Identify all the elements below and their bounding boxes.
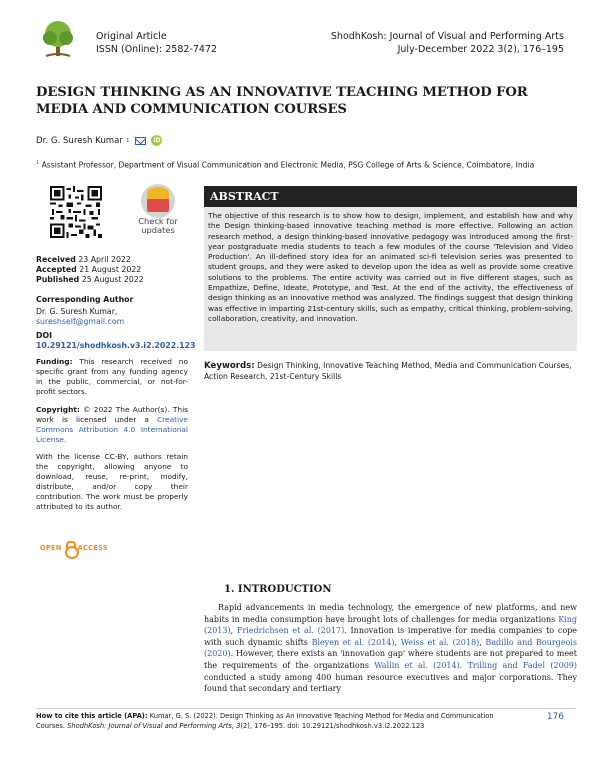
check-for-updates-badge[interactable] [130,184,186,242]
journal-logo [36,18,80,62]
accepted-date: 21 August 2022 [79,265,142,274]
citation-bleyen[interactable]: Bleyen et al. (2014) [311,637,395,647]
intro-text-2: . Innovation is imperative for media companies to cope with such dynamic shifts [204,626,577,647]
copyright-label: Copyright: [36,405,80,414]
intro-text-3: . However, there exists an 'innovation gap' where students are not prepared to meet the requirements of the organizations [204,649,577,670]
abstract-heading: ABSTRACT [204,186,577,207]
received-date: 23 April 2022 [78,255,131,264]
citation-footer [36,712,506,731]
footer-text-2: (2), 176–195. doi: 10.29121/shodhkosh.v3.i2.2022.123 [240,721,425,730]
open-lock-icon [64,541,76,555]
citation-friedrichsen[interactable]: Friedrichsen et al. (2017) [236,626,345,636]
footer-text-1: Kumar, G. S. (2022). Design Thinking as An Innovative Teaching Method for Media and Communication Courses. [36,712,494,730]
funding-label: Funding: [36,357,73,366]
funding-text: This research received no specific grant from any funding agency in the public, commercial, or not-for-profit sectors. [36,357,188,396]
affiliation-sup: 1 [36,160,40,166]
footer-divider [36,708,576,709]
open-access-logo [40,541,108,555]
orcid-icon[interactable]: iD [153,137,161,144]
keywords-label: Keywords: [204,361,255,371]
license-link[interactable]: Creative Commons Attribution 4.0 International License. [36,415,188,444]
author-sup: 1 [125,137,130,144]
footer-journal: ShodhKosh: Journal of Visual and Performing Arts, 3 [67,721,241,730]
article-type: Original Article [96,31,167,42]
issn: ISSN (Online): 2582-7472 [96,43,218,55]
copyright-text: © 2022 The Author(s). This work is licensed under a [36,405,188,424]
citation-trilling[interactable]: Trilling and Fadel (2009) [467,660,577,670]
badge-line2: updates [141,225,175,235]
affiliation [36,158,581,171]
email-icon[interactable] [135,137,146,145]
received-label: Received [36,255,76,264]
accepted-row [36,265,196,275]
intro-text-4: conducted a study among 400 human resource executives and major corporations. They found that secondary and tertiary [204,672,577,694]
doi-link[interactable]: 10.29121/shodhkosh.v3.i2.2022.123 [36,341,196,350]
article-title: DESIGN THINKING AS AN INNOVATIVE TEACHING METHOD FOR MEDIA AND COMMUNICATION COURSES [36,85,528,117]
intro-sep-3: , [479,637,486,647]
intro-text-1: Rapid advancements in media technology, the emergence of new platforms, and new habits in media consumption have brought lots of challenges for media organizations [204,603,577,624]
published-date: 25 August 2022 [81,275,144,284]
intro-sep-1: , [230,626,237,636]
corresponding-name: Dr. G. Suresh Kumar, [36,307,118,316]
citation-king[interactable]: King (2013) [204,614,577,636]
keywords-text: Design Thinking, Innovative Teaching Method, Media and Communication Courses, Action Research, 21st-Century Skills [204,361,572,381]
abstract-body: The objective of this research is to show how to design, implement, and establish how and why the Design thinking-based innovative teaching method is more effective. Following an action research method, a design thinking-based innovative pedagogy was introduced among the first-year postgraduate media students to teach a few modules of the course 'Television and Video Production'. An ill-defined story idea for an animated sci-fi television series was presented to student groups, and they were asked to develop upon the idea as well as provide some creative solutions to the problems. The entire activity was carried out in five different stages, such as Empathize, Define, Ideate, Prototype, and Test. At the end of the activity, the effectiveness of design thinking as an innovative method was analyzed. The findings suggest that design thinking was effective in imparting 21st-century skills, such as empathy, critical thinking, problem-solving, collaboration, creativity, and innovation. [204,207,577,351]
funding-note [36,357,188,397]
intro-sep-4: . [459,660,468,670]
published-row [36,275,196,285]
journal-issue: July-December 2022 3(2), 176–195 [397,43,564,55]
license-note: With the license CC-BY, authors retain the copyright, allowing anyone to download, reuse, re-print, modify, distribute, and/or copy their contribution. The work must be properly attributed to its author. [36,452,188,511]
accepted-label: Accepted [36,265,77,274]
copyright-note [36,405,188,445]
header-right [331,31,564,56]
received-row [36,255,196,265]
intro-sep-2: , [394,637,401,647]
keywords [204,361,574,382]
introduction-paragraph [204,602,577,695]
journal-name: ShodhKosh: Journal of Visual and Performing Arts [330,31,564,42]
badge-ribbon-top-icon [147,187,169,199]
badge-text [130,217,186,235]
open-access-right: ACCESS [77,544,108,552]
affiliation-text: Assistant Professor, Department of Visual Communication and Electronic Media, PSG College of Arts & Science, Coimbatore, India [41,160,535,170]
qr-code [50,186,102,238]
author-line [36,135,162,146]
author-name: Dr. G. Suresh Kumar [36,135,123,146]
doi-heading: DOI [36,331,53,340]
header-left [96,31,217,56]
corresponding-author [36,307,124,327]
citation-weiss[interactable]: Weiss et al. (2018) [400,637,480,647]
footer-label: How to cite this article (APA): [36,712,148,720]
badge-line1: Check for [138,216,178,226]
corresponding-heading: Corresponding Author [36,295,134,304]
page-number: 176 [546,712,564,722]
published-label: Published [36,275,80,284]
introduction-heading: 1. INTRODUCTION [224,584,332,595]
article-dates [36,255,196,285]
open-access-left: OPEN [40,544,62,552]
citation-badillo[interactable]: Badillo and Bourgeois (2020) [204,637,578,659]
corresponding-email[interactable]: sureshself@gmail.com [36,317,125,326]
citation-wallin[interactable]: Wallin et al. (2014) [374,660,460,670]
